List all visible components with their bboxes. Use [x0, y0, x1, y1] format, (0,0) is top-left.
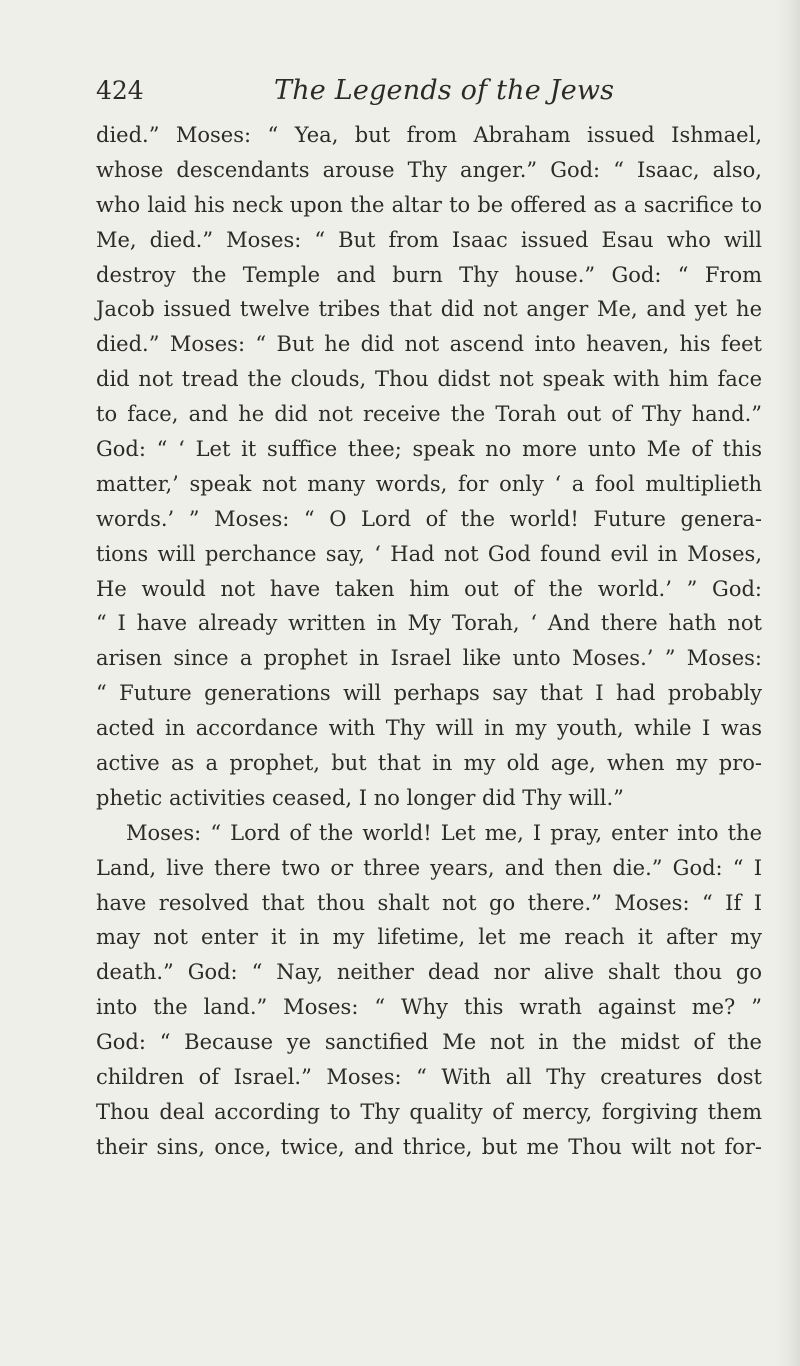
text-line: Jacob issued twelve tribes that did not anger Me, and yet he — [96, 297, 762, 322]
text-line: God: “ ‘ Let it suffice thee; speak no more unto Me of this — [96, 437, 762, 462]
text-line: died.” Moses: “ Yea, but from Abraham issued Ishmael, — [96, 123, 762, 147]
text-line: may not enter it in my lifetime, let me reach it after my — [96, 925, 762, 950]
body-text — [96, 118, 762, 1165]
text-line: phetic activities ceased, I no longer did Thy will.” — [96, 785, 624, 810]
text-line: tions will perchance say, ‘ Had not God found evil in Moses, — [96, 541, 762, 566]
page-edge-shadow — [776, 0, 800, 1366]
text-line: matter,’ speak not many words, for only ‘ a fool multiplieth — [96, 471, 762, 496]
text-line: He would not have taken him out of the world.’ ” God: — [96, 576, 762, 601]
text-line: did not tread the clouds, Thou didst not speak with him face — [96, 367, 762, 392]
text-line: “ Future generations will perhaps say that I had probably — [96, 681, 762, 706]
text-line: who laid his neck upon the altar to be offered as a sacrifice to — [96, 192, 762, 217]
text-line: acted in accordance with Thy will in my youth, while I was — [96, 716, 762, 741]
page-number: 424 — [96, 76, 144, 105]
text-line: destroy the Temple and burn Thy house.” God: “ From — [96, 262, 762, 287]
text-line: Me, died.” Moses: “ But from Isaac issued Esau who will — [96, 227, 762, 252]
text-line: to face, and he did not receive the Torah out of Thy hand.” — [96, 402, 762, 427]
running-title: The Legends of the Jews — [274, 75, 615, 106]
text-line: died.” Moses: “ But he did not ascend into heaven, his feet — [96, 332, 762, 357]
text-line: “ I have already written in My Torah, ‘ And there hath not — [96, 611, 762, 636]
page-header — [96, 76, 756, 110]
text-line: have resolved that thou shalt not go there.” Moses: “ If I — [96, 890, 762, 915]
text-line: Thou deal according to Thy quality of mercy, forgiving them — [96, 1099, 762, 1124]
text-line: into the land.” Moses: “ Why this wrath against me? ” — [96, 995, 762, 1020]
text-line: God: “ Because ye sanctified Me not in the midst of the — [96, 1030, 762, 1055]
text-line: Moses: “ Lord of the world! Let me, I pray, enter into the — [126, 820, 762, 845]
text-line: children of Israel.” Moses: “ With all Thy creatures dost — [96, 1065, 762, 1090]
text-line: words.’ ” Moses: “ O Lord of the world! Future genera- — [96, 506, 762, 531]
text-line: Land, live there two or three years, and then die.” God: “ I — [96, 855, 762, 880]
text-line: whose descendants arouse Thy anger.” God: “ Isaac, also, — [96, 157, 762, 182]
text-line: their sins, once, twice, and thrice, but me Thou wilt not for- — [96, 1134, 762, 1159]
text-line: active as a prophet, but that in my old age, when my pro- — [96, 751, 762, 776]
text-line: arisen since a prophet in Israel like unto Moses.’ ” Moses: — [96, 646, 762, 671]
text-line: death.” God: “ Nay, neither dead nor alive shalt thou go — [96, 960, 762, 985]
